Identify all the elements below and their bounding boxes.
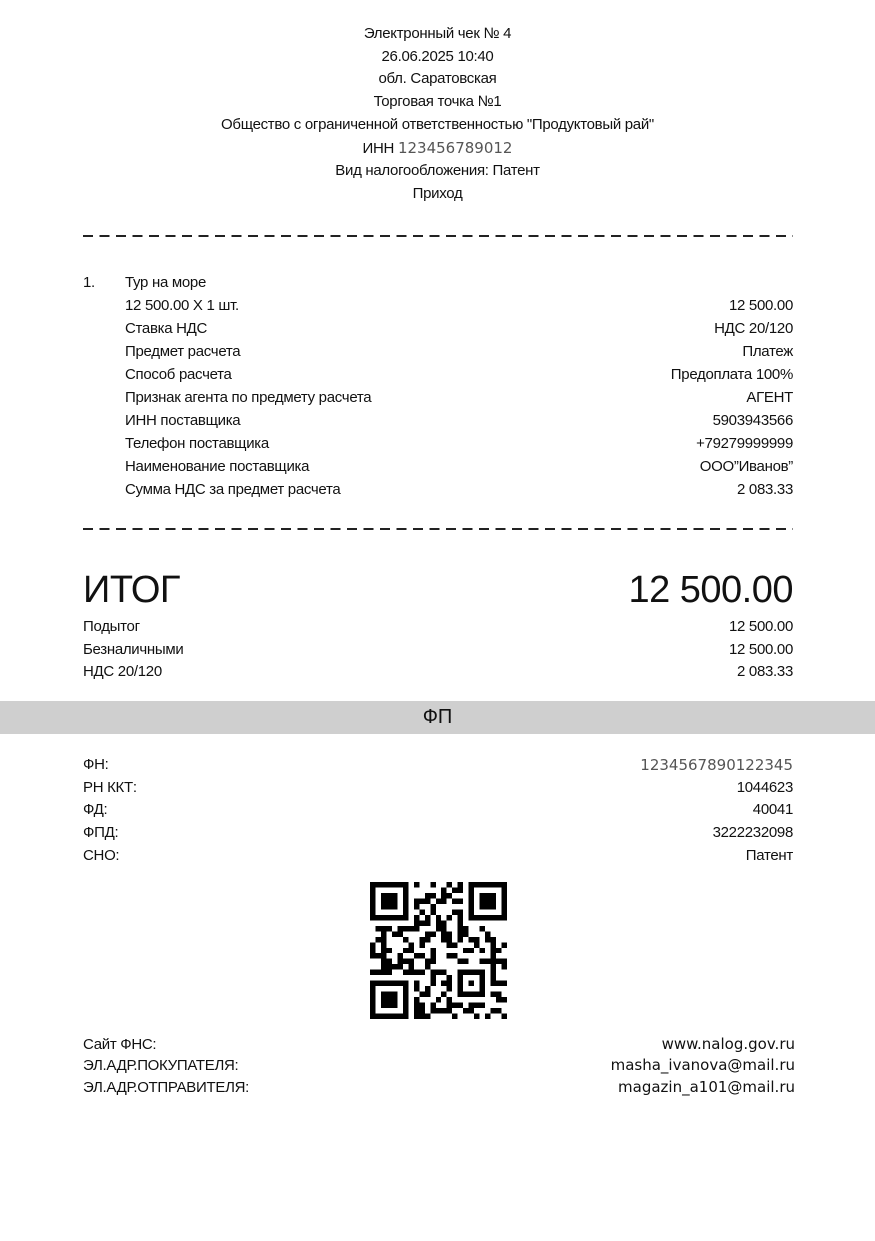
summary-row: [83, 661, 793, 684]
receipt-point: Торговая точка №1: [373, 93, 502, 111]
total-label: ИТОГ: [83, 569, 180, 611]
fiscal-row: [83, 754, 793, 777]
item-row-value: 5903943566: [712, 412, 793, 429]
fiscal-value: 1044623: [736, 778, 793, 796]
item-row-value: 2 083.33: [737, 481, 793, 498]
item-row: [125, 478, 793, 501]
item-row-value: Предоплата 100%: [670, 366, 793, 383]
buyer-email-value[interactable]: masha_ivanova@mail.ru: [610, 1056, 795, 1075]
divider-top: [83, 235, 793, 237]
sender-email-value[interactable]: magazin_a101@mail.ru: [618, 1077, 795, 1096]
fns-site-label: Сайт ФНС:: [83, 1036, 157, 1053]
total-row: [83, 566, 793, 614]
item-name: Тур на море: [125, 274, 206, 291]
fns-site-value[interactable]: www.nalog.gov.ru: [661, 1035, 795, 1053]
item-row-value: НДС 20/120: [714, 320, 793, 337]
fiscal-value: 40041: [752, 801, 793, 819]
summary-label: Безналичными: [83, 640, 184, 658]
item-row-value: Платеж: [742, 343, 793, 360]
item-row: [125, 363, 793, 386]
item-row: [125, 294, 793, 317]
item-row-label: Способ расчета: [125, 366, 232, 383]
total-value: 12 500.00: [628, 569, 793, 611]
item-row: [125, 340, 793, 363]
fiscal-value: 1234567890122345: [640, 756, 793, 774]
item-row-label: Сумма НДС за предмет расчета: [125, 481, 341, 498]
summary-value: 12 500.00: [728, 618, 793, 635]
item-row-label: Ставка НДС: [125, 320, 208, 337]
footer-row: [83, 1055, 795, 1076]
footer-row: [83, 1077, 795, 1098]
footer-row: [83, 1034, 795, 1055]
item-body: [125, 271, 793, 501]
item-row-value: 12 500.00: [728, 297, 793, 314]
summary-value: 12 500.00: [728, 640, 793, 658]
item-row: [125, 432, 793, 455]
qr-code-icon: [370, 882, 507, 1019]
receipt-region: обл. Саратовская: [378, 70, 497, 88]
receipt-header: [0, 23, 875, 206]
fiscal-label: ФПД:: [83, 824, 119, 842]
item-row-value: ООО”Иванов”: [699, 458, 793, 475]
item-row: [125, 455, 793, 478]
inn-value: 123456789012: [397, 138, 513, 157]
buyer-email-label: ЭЛ.АДР.ПОКУПАТЕЛЯ:: [83, 1057, 239, 1075]
item-row-label: Признак агента по предмету расчета: [125, 389, 372, 406]
item-row-label: Телефон поставщика: [125, 435, 269, 452]
summary-row: [83, 639, 793, 662]
company-inn: [0, 137, 875, 161]
item-row-label: Наименование поставщика: [125, 458, 310, 475]
fiscal-row: [83, 799, 793, 822]
footer-list: [83, 1034, 795, 1098]
fiscal-value: 3222232098: [712, 824, 793, 842]
divider-bottom: [83, 528, 793, 530]
fiscal-label: ФД:: [83, 801, 108, 819]
fiscal-row: [83, 777, 793, 800]
list-item: [83, 271, 793, 501]
fiscal-value: Патент: [745, 846, 793, 864]
item-row-label: ИНН поставщика: [125, 412, 241, 429]
inn-label: ИНН: [362, 139, 395, 157]
fiscal-row: [83, 822, 793, 845]
tax-system: Вид налогообложения: Патент: [335, 162, 540, 180]
item-row-label: 12 500.00 X 1 шт.: [125, 297, 239, 314]
receipt-datetime: 26.06.2025 10:40: [381, 47, 494, 65]
items-list: [83, 271, 793, 501]
item-row-value: +79279999999: [696, 435, 793, 452]
summary-label: НДС 20/120: [83, 663, 162, 681]
fiscal-label: РН ККТ:: [83, 778, 137, 796]
fiscal-row: [83, 845, 793, 868]
company-name: Общество с ограниченной ответственностью "Продуктовый рай": [221, 115, 654, 133]
item-number: 1.: [83, 274, 95, 291]
fiscal-label: ФН:: [83, 756, 109, 773]
sender-email-label: ЭЛ.АДР.ОТПРАВИТЕЛЯ:: [83, 1078, 250, 1096]
item-row: [125, 386, 793, 409]
item-row-value: АГЕНТ: [746, 389, 793, 406]
receipt-title: Электронный чек № 4: [363, 25, 512, 42]
summary-row: [83, 616, 793, 639]
summary-label: Подытог: [83, 618, 140, 635]
operation-type: Приход: [412, 184, 463, 202]
item-row-label: Предмет расчета: [125, 343, 241, 360]
summary-value: 2 083.33: [737, 663, 793, 681]
summary-list: [83, 616, 793, 684]
item-row: [125, 409, 793, 432]
item-row: [125, 317, 793, 340]
fiscal-label: СНО:: [83, 846, 120, 864]
fp-section-header: ФП: [0, 701, 875, 734]
fiscal-list: [83, 754, 793, 868]
